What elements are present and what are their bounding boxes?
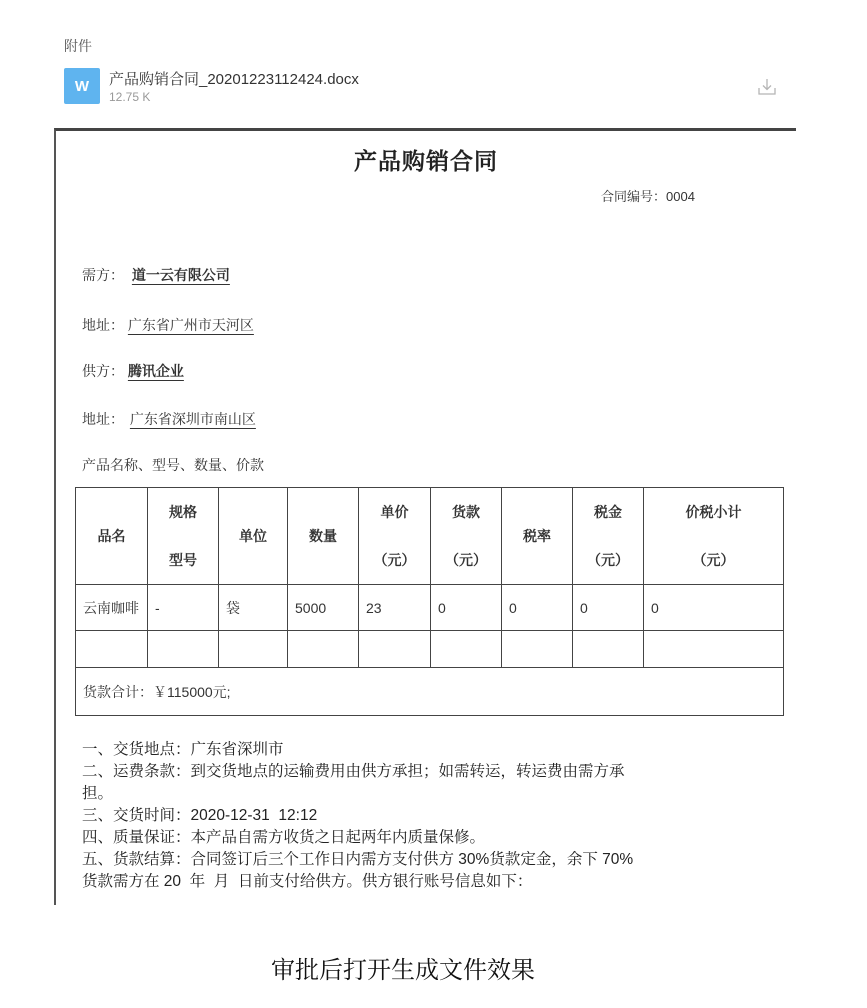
table-cell: 袋 <box>219 585 288 631</box>
header-cell-unit-price: 单价 （元） <box>359 488 431 585</box>
term-line: 五、货款结算：合同签订后三个工作日内需方支付供方 30%货款定金，余下 70% <box>82 851 634 868</box>
term-line: 三、交货时间：2020-12-31 12:12 <box>82 807 318 824</box>
table-cell: - <box>148 585 219 631</box>
supplier-label: 供方： <box>82 363 124 379</box>
term-line: 一、交货地点：广东省深圳市 <box>82 741 284 758</box>
buyer-address-label: 地址： <box>82 317 124 333</box>
table-cell: 0 <box>644 585 784 631</box>
header-cell-unit: 单位 <box>219 488 288 585</box>
table-row-empty <box>76 631 784 668</box>
word-file-icon: W <box>64 68 100 104</box>
caption: 审批后打开生成文件效果 <box>271 957 535 984</box>
supplier-address-label: 地址： <box>82 411 124 427</box>
buyer-label: 需方： <box>82 267 124 283</box>
header-cell-spec: 规格 型号 <box>148 488 219 585</box>
buyer-address-line <box>82 315 254 335</box>
table-cell: 0 <box>502 585 573 631</box>
table-cell: 0 <box>431 585 502 631</box>
header-cell-tax-rate: 税率 <box>502 488 573 585</box>
term-line: 四、质量保证：本产品自需方收货之日起两年内质量保修。 <box>82 829 486 846</box>
attachment-file-row[interactable] <box>64 66 794 106</box>
supplier-value: 腾讯企业 <box>127 363 184 379</box>
product-table <box>75 487 784 716</box>
term-line: 担。 <box>82 785 114 802</box>
supplier-address-line <box>82 409 258 429</box>
contract-terms <box>82 739 762 893</box>
header-cell-tax: 税金 （元） <box>573 488 644 585</box>
table-cell: 0 <box>573 585 644 631</box>
table-header-row <box>76 488 784 585</box>
buyer-value: 道一云有限公司 <box>131 267 230 283</box>
header-cell-quantity: 数量 <box>288 488 359 585</box>
attachment-heading: 附件 <box>64 38 92 54</box>
header-cell-subtotal: 价税小计 （元） <box>644 488 784 585</box>
table-row <box>76 585 784 631</box>
attachment-file-size: 12.75 K <box>109 90 151 104</box>
term-line: 货款需方在 20 年 月 日前支付给供方。供方银行账号信息如下： <box>82 873 533 890</box>
contract-number: 合同编号：0004 <box>601 189 695 204</box>
supplier-address-value: 广东省深圳市南山区 <box>129 411 256 427</box>
header-cell-name: 品名 <box>76 488 148 585</box>
buyer-line <box>82 265 234 285</box>
term-line: 二、运费条款：到交货地点的运输费用由供方承担；如需转运，转运费由需方承 <box>82 763 625 780</box>
download-icon[interactable] <box>756 76 778 98</box>
attachment-file-name[interactable]: 产品购销合同_20201223112424.docx <box>109 71 359 88</box>
document-title: 产品购销合同 <box>354 148 498 174</box>
buyer-address-value: 广东省广州市天河区 <box>127 317 254 333</box>
table-cell: 23 <box>359 585 431 631</box>
header-cell-amount: 货款 （元） <box>431 488 502 585</box>
supplier-line <box>82 361 184 381</box>
total-amount: 货款合计：￥115000元; <box>76 668 784 716</box>
products-intro: 产品名称、型号、数量、价款 <box>82 457 264 473</box>
table-cell: 5000 <box>288 585 359 631</box>
document-preview[interactable] <box>54 128 796 905</box>
table-total-row <box>76 668 784 716</box>
table-cell: 云南咖啡 <box>76 585 148 631</box>
